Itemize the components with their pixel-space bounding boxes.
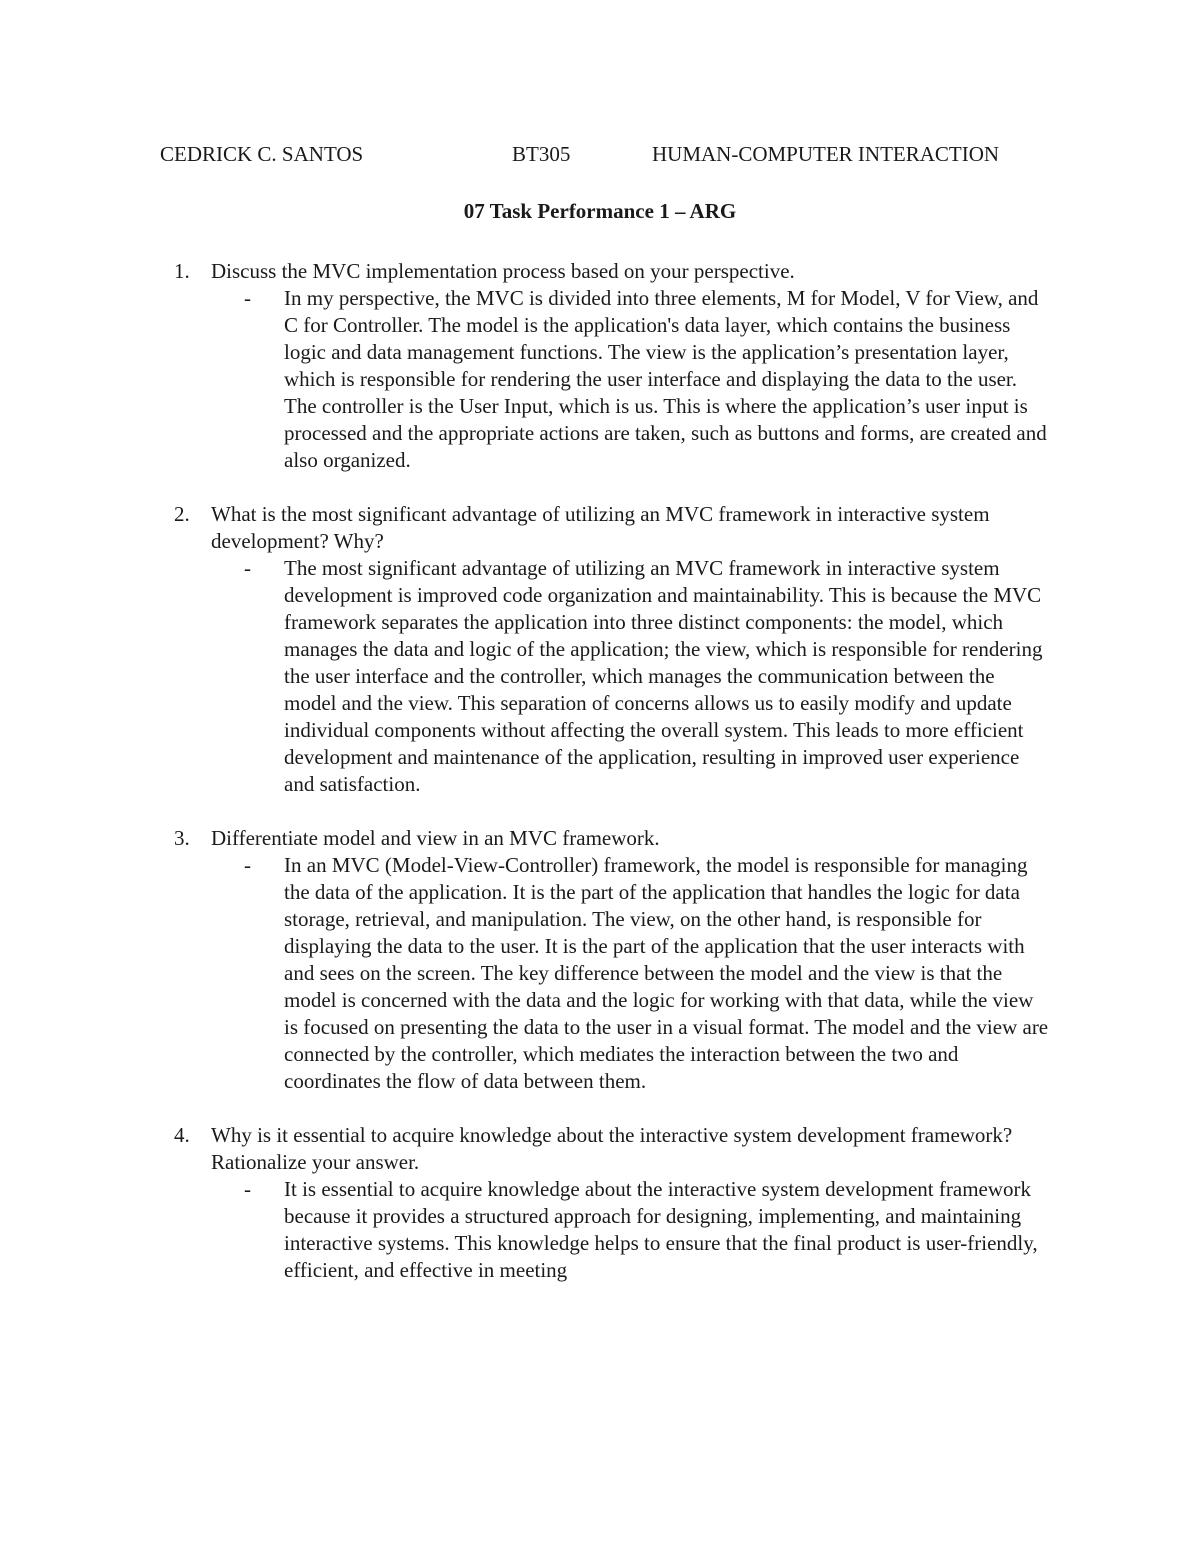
- question-number: 1.: [174, 259, 190, 283]
- question-number: 3.: [174, 826, 190, 850]
- document-title: 07 Task Performance 1 – ARG: [463, 199, 737, 223]
- course-code: BT305: [512, 142, 571, 166]
- answer-item: [211, 555, 1050, 798]
- answer-item: [211, 852, 1050, 1095]
- question-number: 4.: [174, 1123, 190, 1147]
- answer-text: In my perspective, the MVC is divided into three elements, M for Model, V for View, and C for Controller. The model is the application's data layer, which contains the business logic and data management functions. The view is the application’s presentation layer, which is responsible for rendering the user interface and displaying the data to the user. The controller is the User Input, which is us. This is where the application’s user input is processed and the appropriate actions are taken, such as buttons and forms, are created and also organized.: [284, 286, 1047, 472]
- student-name: CEDRICK C. SANTOS: [160, 142, 364, 166]
- answer-item: [211, 285, 1050, 474]
- answer-text: The most significant advantage of utilizing an MVC framework in interactive system development is improved code organization and maintainability. This is because the MVC framework separates the application into three distinct components: the model, which manages the data and logic of the application; the view, which is responsible for rendering the user interface and the controller, which manages the communication between the model and the view. This separation of concerns allows us to easily modify and update individual components without affecting the overall system. This leads to more efficient development and maintenance of the application, resulting in improved user experience and satisfaction.: [284, 556, 1043, 796]
- question-text: What is the most significant advantage of utilizing an MVC framework in interactive system development? Why?: [211, 502, 990, 553]
- question-text: Discuss the MVC implementation process based on your perspective.: [211, 259, 795, 283]
- answer-item: [211, 1176, 1050, 1284]
- question-number: 2.: [174, 502, 190, 526]
- question-text: Why is it essential to acquire knowledge about the interactive system development framework? Rationalize your answer.: [211, 1123, 1013, 1174]
- question-item: [160, 258, 1050, 474]
- document-header: [160, 142, 1060, 172]
- answer-text: In an MVC (Model-View-Controller) framework, the model is responsible for managing the data of the application. It is the part of the application that handles the logic for data storage, retrieval, and manipulation. The view, on the other hand, is responsible for displaying the data to the user. It is the part of the application that the user interacts with and sees on the screen. The key difference between the model and the view is that the model is concerned with the data and the logic for working with that data, while the view is focused on presenting the data to the user in a visual format. The model and the view are connected by the controller, which mediates the interaction between the two and coordinates the flow of data between them.: [284, 853, 1049, 1093]
- course-subject: HUMAN-COMPUTER INTERACTION: [652, 142, 1000, 166]
- answer-bullet: -: [244, 853, 251, 877]
- answer-bullet: -: [244, 286, 251, 310]
- question-list: [160, 258, 1050, 1284]
- question-item: [160, 1122, 1050, 1284]
- question-text: Differentiate model and view in an MVC framework.: [211, 826, 660, 850]
- answer-text: It is essential to acquire knowledge about the interactive system development framework because it provides a structured approach for designing, implementing, and maintaining interactive systems. This knowledge helps to ensure that the final product is user-friendly, efficient, and effective in meeting: [284, 1177, 1038, 1282]
- question-item: [160, 501, 1050, 798]
- answer-bullet: -: [244, 556, 251, 580]
- answer-bullet: -: [244, 1177, 251, 1201]
- question-item: [160, 825, 1050, 1095]
